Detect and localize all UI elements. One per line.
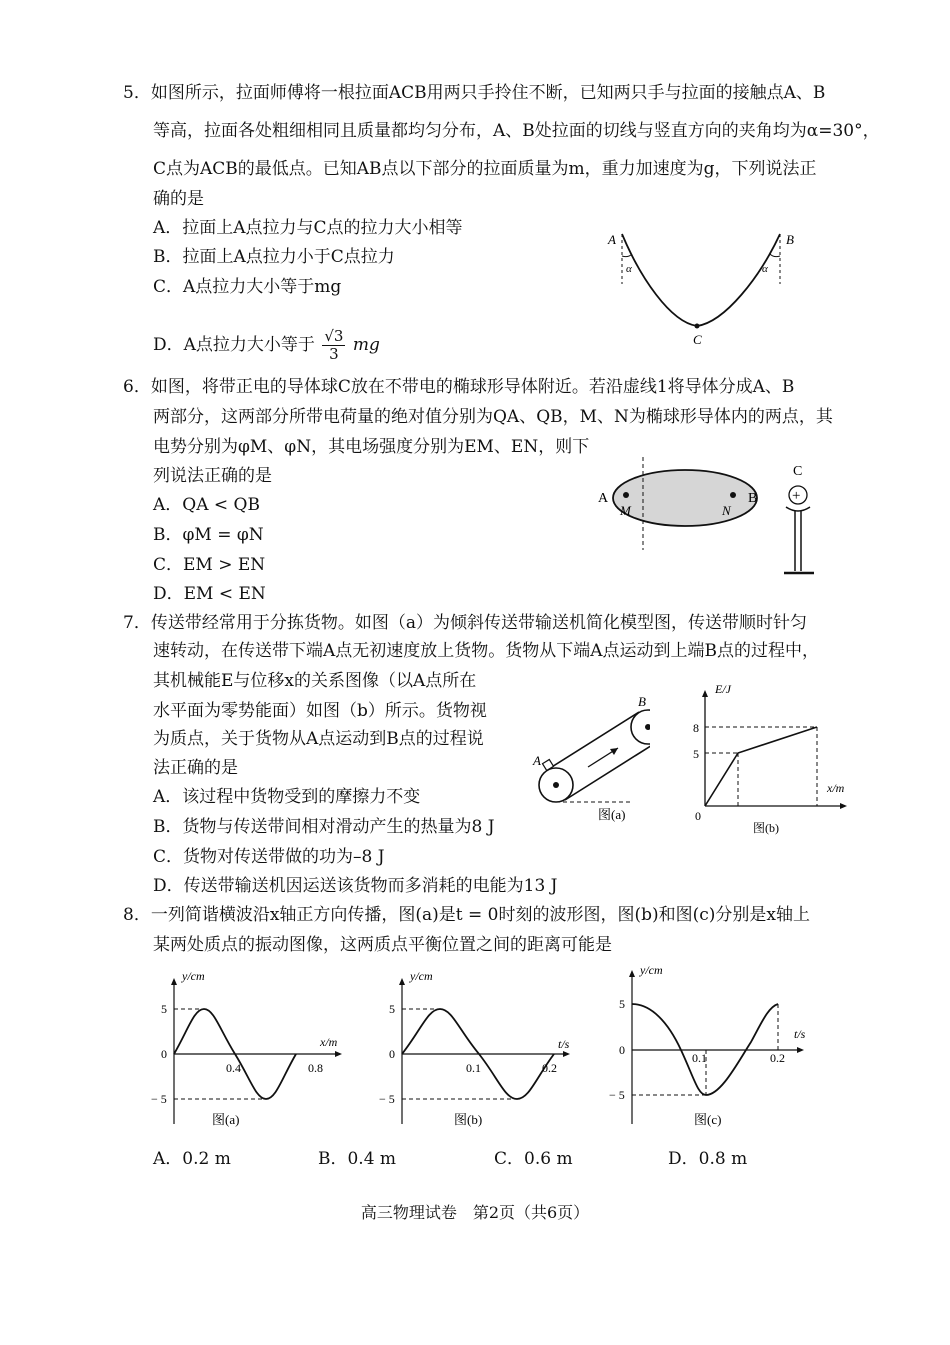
q8-graph-b (376, 962, 586, 1137)
sphere-holder (786, 507, 810, 511)
tick-5: 5 (693, 747, 699, 761)
q5-line-1: 5．如图所示，拉面师傅将一根拉面ACB用两只手拎住不断，已知两只手与拉面的接触点A、B (123, 83, 826, 103)
q6-line-1: 6．如图，将带正电的导体球C放在不带电的椭球形导体附近。若沿虚线1将导体分成A、B (123, 377, 795, 397)
label-alpha-b: α (762, 263, 768, 275)
point-n (730, 492, 736, 498)
caption: 图(b) (454, 1112, 483, 1127)
q7-line-2: 速转动，在传送带下端A点无初速度放上货物。货物从下端A点运动到上端B点的过程中， (153, 641, 820, 661)
tick-pos: 5 (619, 997, 625, 1011)
q5-option-b: B．拉面上A点拉力小于C点拉力 (153, 247, 395, 267)
caption: 图(a) (212, 1112, 240, 1127)
q7-line-5: 为质点，关于货物从A点运动到B点的过程说 (153, 729, 484, 749)
noodle-curve (622, 234, 780, 326)
y-axis-arrow (702, 690, 708, 697)
x-label: t/s (794, 1027, 806, 1041)
label-b: B (748, 491, 758, 506)
q8-graph-a (148, 962, 358, 1137)
ellipsoid-conductor (613, 470, 757, 526)
q6-line-2: 两部分，这两部分所带电荷量的绝对值分别为QA、QB，M、N为椭球形导体内的两点，其 (153, 407, 833, 427)
label-b: B (638, 695, 646, 709)
point-m (623, 492, 629, 498)
caption-b: 图(b) (753, 821, 779, 835)
label-n: N (722, 503, 731, 518)
belt-arrow-head (610, 748, 618, 755)
y-axis-arrow (171, 978, 177, 985)
q5-option-d-prefix: D．A点拉力大小等于 (153, 335, 315, 355)
caption-a: 图(a) (598, 807, 626, 822)
q7-line-1: 7．传送带经常用于分拣货物。如图（a）为倾斜传送带输送机简化模型图，传送带顺时针匀 (123, 613, 807, 633)
tick-2: 0.2 (542, 1061, 557, 1075)
q5-line-3: C点为ACB的最低点。已知AB点以下部分的拉面质量为m，重力加速度为g，下列说法正 (153, 159, 817, 179)
q7-option-a: A．该过程中货物受到的摩擦力不变 (153, 787, 421, 807)
label-a: A (608, 232, 616, 247)
q5-option-d-fraction (322, 328, 345, 363)
x-axis-arrow (563, 1051, 570, 1057)
q7-line-4: 水平面为零势能面）如图（b）所示。货物视 (153, 701, 487, 721)
q8-option-a: A．0.2 m (153, 1149, 231, 1169)
tick-neg: − 5 (609, 1088, 625, 1102)
q8-option-c: C．0.6 m (494, 1149, 573, 1169)
q6-line-4: 列说法正确的是 (153, 466, 272, 486)
q5-frac-den: 3 (329, 345, 339, 363)
q5-line-2: 等高，拉面各处粗细相同且质量都均匀分布，A、B处拉面的切线与竖直方向的夹角均为α=30°， (153, 121, 880, 141)
page-footer: 高三物理试卷 第2页（共6页） (360, 1203, 590, 1222)
q8-graph-c (606, 962, 821, 1137)
tick-pos: 5 (389, 1002, 395, 1016)
x-axis-arrow (840, 803, 847, 809)
q6-option-d: D．EM < EN (153, 584, 266, 604)
tick-neg: − 5 (151, 1092, 167, 1106)
q7-energy-graph (685, 680, 860, 840)
q5-line-4: 确的是 (153, 189, 204, 209)
x-axis-arrow (797, 1047, 804, 1053)
y-label: y/cm (182, 969, 205, 983)
tick-8: 8 (693, 721, 699, 735)
x-label: t/s (558, 1037, 570, 1051)
angle-arc-b (770, 254, 780, 257)
origin: 0 (695, 809, 701, 823)
q7-conveyor-figure (530, 695, 650, 830)
tick-zero: 0 (389, 1047, 395, 1061)
tick-1: 0.1 (466, 1061, 481, 1075)
label-a: A (598, 491, 609, 506)
q5-noodle-figure (600, 222, 810, 352)
q5-option-a: A．拉面上A点拉力与C点的拉力大小相等 (153, 218, 463, 238)
q5-option-c: C．A点拉力大小等于mg (153, 277, 342, 297)
q7-line-6: 法正确的是 (153, 758, 238, 778)
y-label: y/cm (640, 963, 663, 977)
q7-line-3: 其机械能E与位移x的关系图像（以A点所在 (153, 671, 477, 691)
tick-neg: − 5 (379, 1092, 395, 1106)
q6-option-a: A．QA < QB (153, 495, 260, 515)
y-label: y/cm (410, 969, 433, 983)
label-alpha-a: α (626, 263, 632, 275)
y-axis-arrow (629, 970, 635, 977)
label-c: C (793, 464, 803, 479)
tick-zero: 0 (619, 1043, 625, 1057)
q6-conductor-figure (590, 455, 830, 580)
point-c-dot (695, 324, 700, 329)
x-label: x/m (320, 1035, 338, 1049)
tick-pos: 5 (161, 1002, 167, 1016)
q6-line-3: 电势分别为φM、φN，其电场强度分别为EM、EN，则下 (153, 437, 590, 457)
q5-frac-num: √3 (324, 327, 344, 345)
label-a: A (533, 753, 541, 768)
x-label: x/m (827, 781, 845, 795)
q8-option-b: B．0.4 m (318, 1149, 397, 1169)
plus-sign: + (792, 488, 801, 504)
q7-option-c: C．货物对传送带做的功为–8 J (153, 847, 385, 867)
q6-option-b: B．φM = φN (153, 525, 264, 545)
q8-line-1: 8．一列简谐横波沿x轴正方向传播，图(a)是t = 0时刻的波形图，图(b)和图(c)分别是x轴上 (123, 905, 811, 925)
q5-option-d (153, 328, 380, 363)
tick-2: 0.2 (770, 1051, 785, 1065)
y-label: E/J (715, 682, 731, 696)
tick-1: 0.1 (692, 1051, 707, 1065)
lower-pulley-axle (553, 782, 559, 788)
q8-line-2: 某两处质点的振动图像，这两质点平衡位置之间的距离可能是 (153, 935, 612, 955)
tick-zero: 0 (161, 1047, 167, 1061)
y-axis-arrow (399, 978, 405, 985)
tick-1: 0.4 (226, 1061, 241, 1075)
caption: 图(c) (694, 1112, 722, 1127)
q7-option-b: B．货物与传送带间相对滑动产生的热量为8 J (153, 817, 495, 837)
q5-option-d-suffix: mg (352, 335, 380, 355)
label-b: B (786, 232, 794, 247)
tick-2: 0.8 (308, 1061, 323, 1075)
x-axis-arrow (335, 1051, 342, 1057)
q8-option-d: D．0.8 m (668, 1149, 748, 1169)
energy-line (705, 727, 817, 806)
q6-option-c: C．EM > EN (153, 555, 266, 575)
label-c: C (693, 332, 702, 347)
label-m: M (620, 503, 631, 518)
q7-option-d: D．传送带输送机因运送该货物而多消耗的电能为13 J (153, 876, 558, 896)
